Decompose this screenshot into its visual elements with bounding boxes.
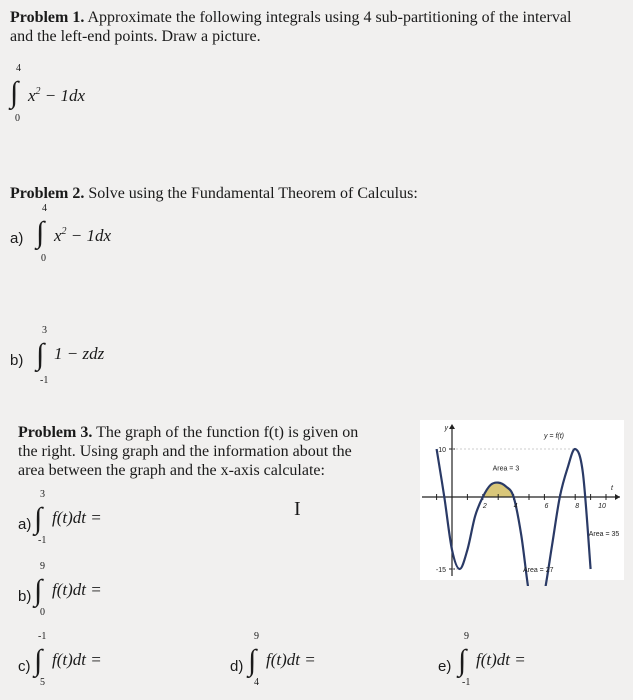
problem2-instruction: Solve using the Fundamental Theorem of Calculus: [88,185,418,202]
integrand: $x^2 - 1dx$ [28,86,86,105]
lower-limit: 0 [40,607,45,618]
integrand: f(t)dt = [476,650,526,669]
y-tick-label: 10 [438,447,446,454]
function-graph [414,416,630,586]
x-tick-label: 4 [513,503,518,510]
integral-sign: ∫ [34,644,43,677]
problem1-line2: and the left-end points. Draw a picture. [10,28,261,45]
problem2-text [10,184,625,203]
lower-limit: 4 [254,677,259,688]
problem1-text [10,8,625,46]
upper-limit: 4 [16,63,21,74]
part-label: c) [18,658,31,675]
lower-limit: 0 [41,253,46,264]
y-tick-label: -15 [435,567,446,574]
part-label: d) [230,658,244,675]
area-label-3: Area = 3 [492,465,520,473]
x-tick-label: 8 [575,503,580,510]
part-label: b) [18,588,32,605]
problem1-line1: Approximate the following integrals using 4 sub-partitioning of the interval [87,9,572,26]
problem1-title: Problem 1. [10,9,85,26]
integrand: f(t)dt = [266,650,316,669]
integrand: f(t)dt = [52,508,102,527]
x-tick-label: 6 [544,503,549,510]
part-label: e) [438,658,452,675]
upper-limit: -1 [38,631,47,642]
lower-limit: 5 [40,677,45,688]
integral-sign: ∫ [36,338,45,371]
integral-sign: ∫ [248,644,257,677]
upper-limit: 4 [42,203,47,214]
problem3-text [18,423,398,480]
integrand: $x^2 - 1dx$ [54,226,112,245]
upper-limit: 3 [42,325,47,336]
x-tick-label: 10 [598,503,606,510]
part-label: a) [18,516,32,533]
area-label-35: Area = 35 [588,531,620,538]
integral-sign: ∫ [34,502,43,535]
lower-limit: 0 [15,113,20,124]
lower-limit: -1 [38,535,47,546]
y-axis-label: y [444,425,448,432]
upper-limit: 9 [40,561,45,572]
integrand: f(t)dt = [52,580,102,599]
integral-sign: ∫ [10,76,19,109]
problem3-line3: area between the graph and the x-axis calculate: [18,462,325,479]
graph-background [420,420,624,580]
lower-limit: -1 [462,677,471,688]
problem2-title: Problem 2. [10,185,85,202]
problem3-title: Problem 3. [18,424,93,441]
integral-sign: ∫ [34,574,43,607]
text-cursor-icon: I [294,498,301,520]
integral-sign: ∫ [458,644,467,677]
curve-label: y = f(t) [543,433,565,440]
part-label: b) [10,352,24,369]
x-tick-label: 2 [482,503,487,510]
x-axis-label: t [611,485,613,492]
problem3-line1: The graph of the function f(t) is given on [96,424,359,441]
upper-limit: 9 [254,631,259,642]
upper-limit: 3 [40,489,45,500]
upper-limit: 9 [464,631,469,642]
area-label-27: Area = 27 [522,567,554,574]
integrand: f(t)dt = [52,650,102,669]
integral-sign: ∫ [36,216,45,249]
integrand: 1 − zdz [54,344,105,363]
problem3-line2: the right. Using graph and the information about the [18,443,352,460]
part-label: a) [10,230,24,247]
lower-limit: -1 [40,375,49,386]
